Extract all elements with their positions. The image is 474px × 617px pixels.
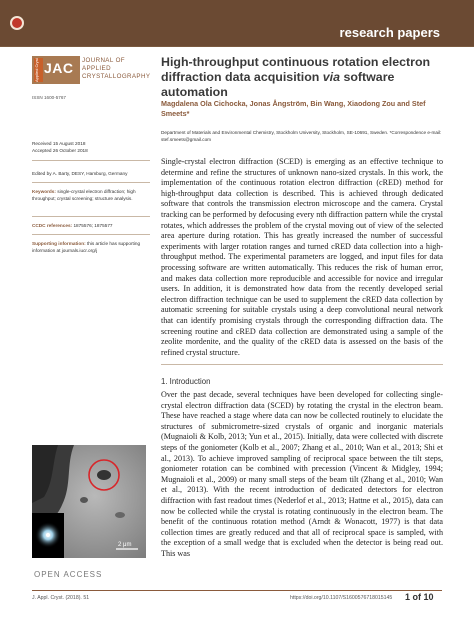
- supporting-label: Supporting information:: [32, 241, 86, 246]
- title-text: High-throughput continuous rotation electron diffraction data acquisition: [161, 55, 431, 84]
- footer-citation: J. Appl. Cryst. (2018). 51: [32, 595, 90, 601]
- keywords-text: single-crystal electron diffraction; high throughput; crystal screening; structure analysis.: [32, 189, 136, 201]
- scale-bar-label: 2 μm: [118, 542, 132, 548]
- ccdc-text: 1875576; 1875577: [73, 223, 113, 228]
- introduction-text: Over the past decade, several techniques have been developed for collecting single-crystal electron diffraction data (SCED) by rotating the crystal in the electron beam. These have reached a stage where data can now be collected routinely to elucidate the structures of submicrometre-sized crystals of organic and inorganic materials (Mugnaioli & Kolb, 2013; Yun et al., 2015). Initially, data were collected with discrete steps of the goniometer (Kolb et al., 2007; Zhang et al., 2010; Wan et al., 2013; Shi et al., 2013). To achieve improved sampling of reciprocal space between the tilt steps, goniometer rotation can be combined with precession (Vincent & Midgley, 1994; Mugnaioli et al., 2009) or many small steps of the beam tilt (Zhang et al., 2010; Wan et al., 2013). With the recent introduction of dedicated detectors for electron diffraction with fast readout times (Nederlof et al., 2013; Hattne et al., 2015), data can now be collected while the crystal is rotating continuously in the electron beam. The benefit of the continuous rotation method (Arndt & Wonacott, 1977) is that data collection times are greatly reduced and that all of reciprocal space is sampled, with the exception of a small wedge that is excluded when the detector is being read out. This was: [161, 390, 443, 558]
- ccdc-label: CCDC references:: [32, 223, 73, 228]
- article-title: [161, 55, 451, 100]
- footer-rule: [32, 590, 442, 591]
- ccdc-references: [32, 223, 152, 230]
- meta-divider: [32, 216, 150, 217]
- tem-micrograph: [32, 445, 146, 558]
- title-text: software automation: [161, 70, 395, 99]
- keywords-label: Keywords:: [32, 189, 56, 194]
- section-heading: 1. Introduction: [161, 377, 211, 386]
- open-access-badge: OPEN ACCESS: [34, 570, 103, 579]
- affiliation: Department of Materials and Environmental Chemistry, Stockholm University, Stockholm, SE-10691, Sweden. *Correspondence e-mail: stef.smeets@gmail.com: [161, 130, 442, 142]
- journal-name-line: APPLIED: [82, 65, 111, 72]
- journal-name-line: CRYSTALLOGRAPHY: [82, 73, 151, 80]
- keywords: [32, 189, 152, 203]
- meta-divider: [32, 182, 150, 183]
- journal-name-line: JOURNAL OF: [82, 57, 125, 64]
- edited-by: Edited by A. Barty, DESY, Hamburg, Germany: [32, 171, 128, 176]
- meta-divider: [32, 234, 150, 235]
- journal-logo-text: JAC: [44, 60, 74, 76]
- received-date: Received 15 August 2018: [32, 141, 86, 146]
- dates: [32, 141, 152, 155]
- accepted-date: Accepted 26 October 2018: [32, 147, 88, 153]
- author-list: Magdalena Ola Cichocka, Jonas Ångström, Bin Wang, Xiaodong Zou and Stef Smeets*: [161, 99, 426, 118]
- page-number: 1 of 10: [405, 592, 434, 602]
- top-banner-rule: [0, 46, 474, 47]
- journal-name: [82, 57, 152, 81]
- supporting-text[interactable]: this article has supporting information at journals.iucr.org/j: [32, 241, 141, 253]
- footer-doi-link[interactable]: https://doi.org/10.1107/S1600576718015145: [290, 595, 393, 601]
- journal-logo-strip: Applied Cryst: [34, 58, 39, 82]
- issn: ISSN 1600-5767: [32, 95, 66, 100]
- iucr-crest-icon: [10, 16, 24, 30]
- supporting-information: [32, 241, 152, 255]
- meta-divider: [32, 160, 150, 161]
- abstract: Single-crystal electron diffraction (SCED) is emerging as an effective technique to determine and refine the structures of unknown nano-sized crystals. In this work, the implementation of the continuous rotation electron diffraction (cRED) method for high-throughput data collection is described. This is achieved through dedicated software that controls the transmission electron microscope and the camera. Crystal tracking can be performed by defocusing every nth diffraction pattern while the crystal rotates, which addresses the problem of the crystal moving out of view of the selected area aperture during rotation. This has greatly increased the number of successful experiments with larger rotation ranges and turned cRED data collection into a high-throughput method. The experimental parameters are logged, and input files for data processing software are written automatically. This reduces the risk of human error, and makes data collection more reproducible and accessible for novice and irregular users. In addition, it is demonstrated how data from the recently developed serial electron diffraction technique can be used to supplement the cRED data collection by automatic screening for suitable crystals using a deep convolutional neural network that can identify promising crystals through the corresponding diffraction data. The screening routine and cRED data collection are demonstrated using a sample of the zeolite mordenite, and the quality of the cRED data is assessed on the basis of the refined crystal structure.: [161, 157, 443, 357]
- title-italic: via: [322, 70, 341, 84]
- tem-micrograph-image: [32, 445, 146, 558]
- abstract-divider: [161, 364, 443, 365]
- section-label: research papers: [339, 25, 440, 40]
